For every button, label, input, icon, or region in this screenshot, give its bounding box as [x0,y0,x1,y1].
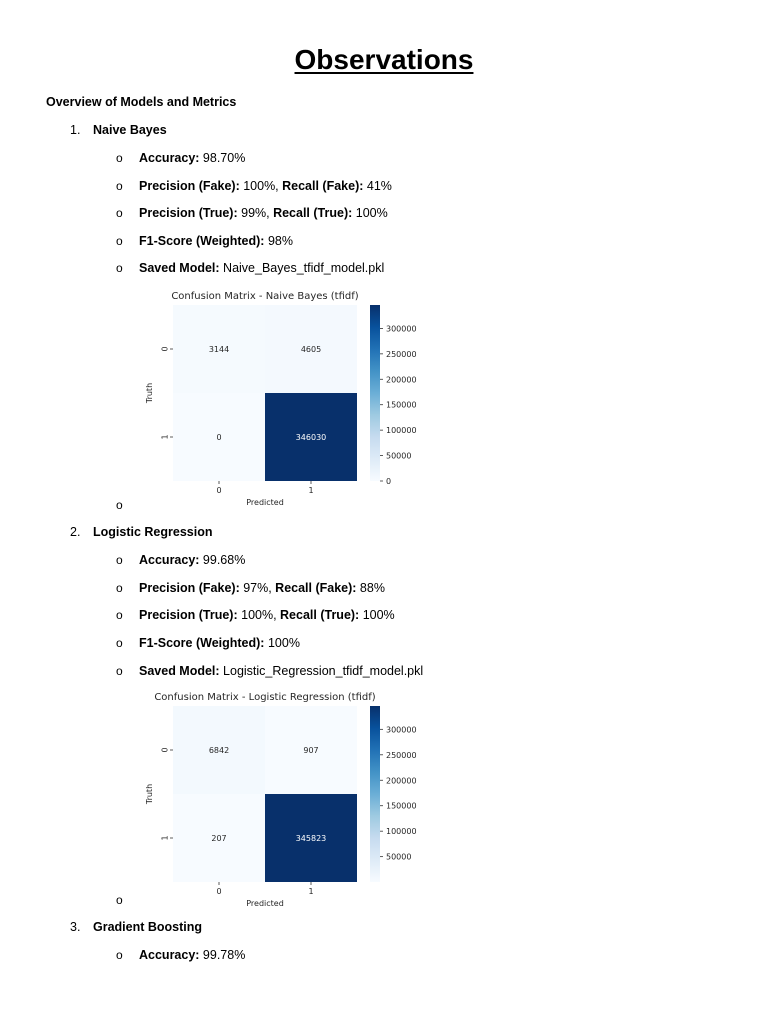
colorbar-tick-label: 50000 [386,451,412,461]
y-tick-label: 0 [160,346,170,352]
bullet-text [139,608,395,622]
colorbar-tick-label: 200000 [386,776,417,786]
metric-label: Accuracy: [139,553,200,567]
metric-value: 98% [264,234,293,248]
section-number: 3. [70,920,81,934]
metric-value: 100% [359,608,395,622]
metric-value: 100% [352,206,388,220]
section-name: Logistic Regression [93,525,213,539]
bullet-text [139,206,388,220]
metric-label: F1-Score (Weighted): [139,636,265,650]
bullet-marker: o [116,664,123,678]
metric-value: 98.70% [199,151,246,165]
bullet-text [139,179,392,193]
colorbar-tick-label: 100000 [386,827,417,837]
metric-label: Precision (Fake): [139,179,240,193]
page-title: Observations [294,44,474,75]
metric-label: Saved Model: [139,261,220,275]
colorbar-tick-label: 300000 [386,324,417,334]
metric-label: Precision (Fake): [139,581,240,595]
x-tick-label: 0 [216,887,222,896]
bullet-text [139,581,385,595]
metric-label: Recall (True): [273,206,353,220]
metric-label: F1-Score (Weighted): [139,234,265,248]
bullet-text [139,664,423,678]
colorbar [370,305,380,481]
cell-value-label: 207 [211,834,227,843]
bullet-marker: o [116,206,123,220]
section-name: Naive Bayes [93,123,167,137]
chart-title: Confusion Matrix - Naive Bayes (tfidf) [171,291,359,302]
y-tick-label: 1 [160,434,170,440]
colorbar-tick-label: 300000 [386,725,417,735]
metric-value: 100%, [239,179,283,193]
bullet-marker: o [116,234,123,248]
bullet-text [139,553,245,567]
overview-heading: Overview of Models and Metrics [46,95,237,109]
bullet-text [139,261,384,275]
x-tick-label: 1 [308,887,314,896]
section-number: 2. [70,525,81,539]
bullet-marker: o [116,498,123,512]
cell-value-label: 0 [216,433,222,442]
metric-value: 100%, [237,608,281,622]
metric-label: Precision (True): [139,608,238,622]
bullet-marker: o [116,179,123,193]
y-axis-label: Truth [145,382,154,404]
bullet-marker: o [116,553,123,567]
cell-value-label: 4605 [300,345,322,354]
bullet-text [139,151,245,165]
metric-value: 100% [264,636,300,650]
bullet-text [139,636,300,650]
colorbar [370,706,380,882]
cell-value-label: 346030 [295,433,327,442]
metric-label: Recall (Fake): [282,179,364,193]
metric-label: Recall (Fake): [275,581,357,595]
metric-label: Saved Model: [139,664,220,678]
x-tick-label: 0 [216,486,222,495]
metric-label: Accuracy: [139,151,200,165]
bullet-marker: o [116,636,123,650]
metric-value: 88% [356,581,385,595]
bullet-marker: o [116,261,123,275]
colorbar-tick-label: 250000 [386,349,417,359]
colorbar-tick-label: 250000 [386,750,417,760]
cell-value-label: 6842 [208,746,230,755]
x-axis-label: Predicted [246,899,284,908]
metric-value: 99%, [237,206,274,220]
confusion-matrix-chart [140,688,417,908]
section-number: 1. [70,123,81,137]
confusion-matrix-chart [140,287,417,509]
metric-value: 97%, [239,581,276,595]
bullet-marker: o [116,948,123,962]
bullet-text [139,948,245,962]
metric-value: Logistic_Regression_tfidf_model.pkl [219,664,424,678]
colorbar-tick-label: 0 [386,477,392,486]
bullet-marker: o [116,581,123,595]
colorbar-tick-label: 200000 [386,375,417,385]
colorbar-tick-label: 50000 [386,852,412,862]
bullet-marker: o [116,151,123,165]
bullet-marker: o [116,893,123,907]
x-tick-label: 1 [308,486,314,495]
cell-value-label: 3144 [208,345,230,354]
metric-label: Accuracy: [139,948,200,962]
metric-label: Precision (True): [139,206,238,220]
y-axis-label: Truth [145,783,154,805]
y-tick-label: 1 [160,835,170,841]
section-name: Gradient Boosting [93,920,203,934]
cell-value-label: 907 [303,746,319,755]
y-tick-label: 0 [160,747,170,753]
cell-value-label: 345823 [295,834,327,843]
chart-title: Confusion Matrix - Logistic Regression (tfidf) [154,692,376,703]
metric-value: 41% [363,179,392,193]
metric-value: 99.68% [199,553,246,567]
colorbar-tick-label: 150000 [386,400,417,410]
metric-label: Recall (True): [280,608,360,622]
x-axis-label: Predicted [246,498,284,507]
colorbar-tick-label: 150000 [386,801,417,811]
colorbar-tick-label: 100000 [386,426,417,436]
metric-value: Naive_Bayes_tfidf_model.pkl [219,261,385,275]
bullet-text [139,234,293,248]
metric-value: 99.78% [199,948,246,962]
bullet-marker: o [116,608,123,622]
